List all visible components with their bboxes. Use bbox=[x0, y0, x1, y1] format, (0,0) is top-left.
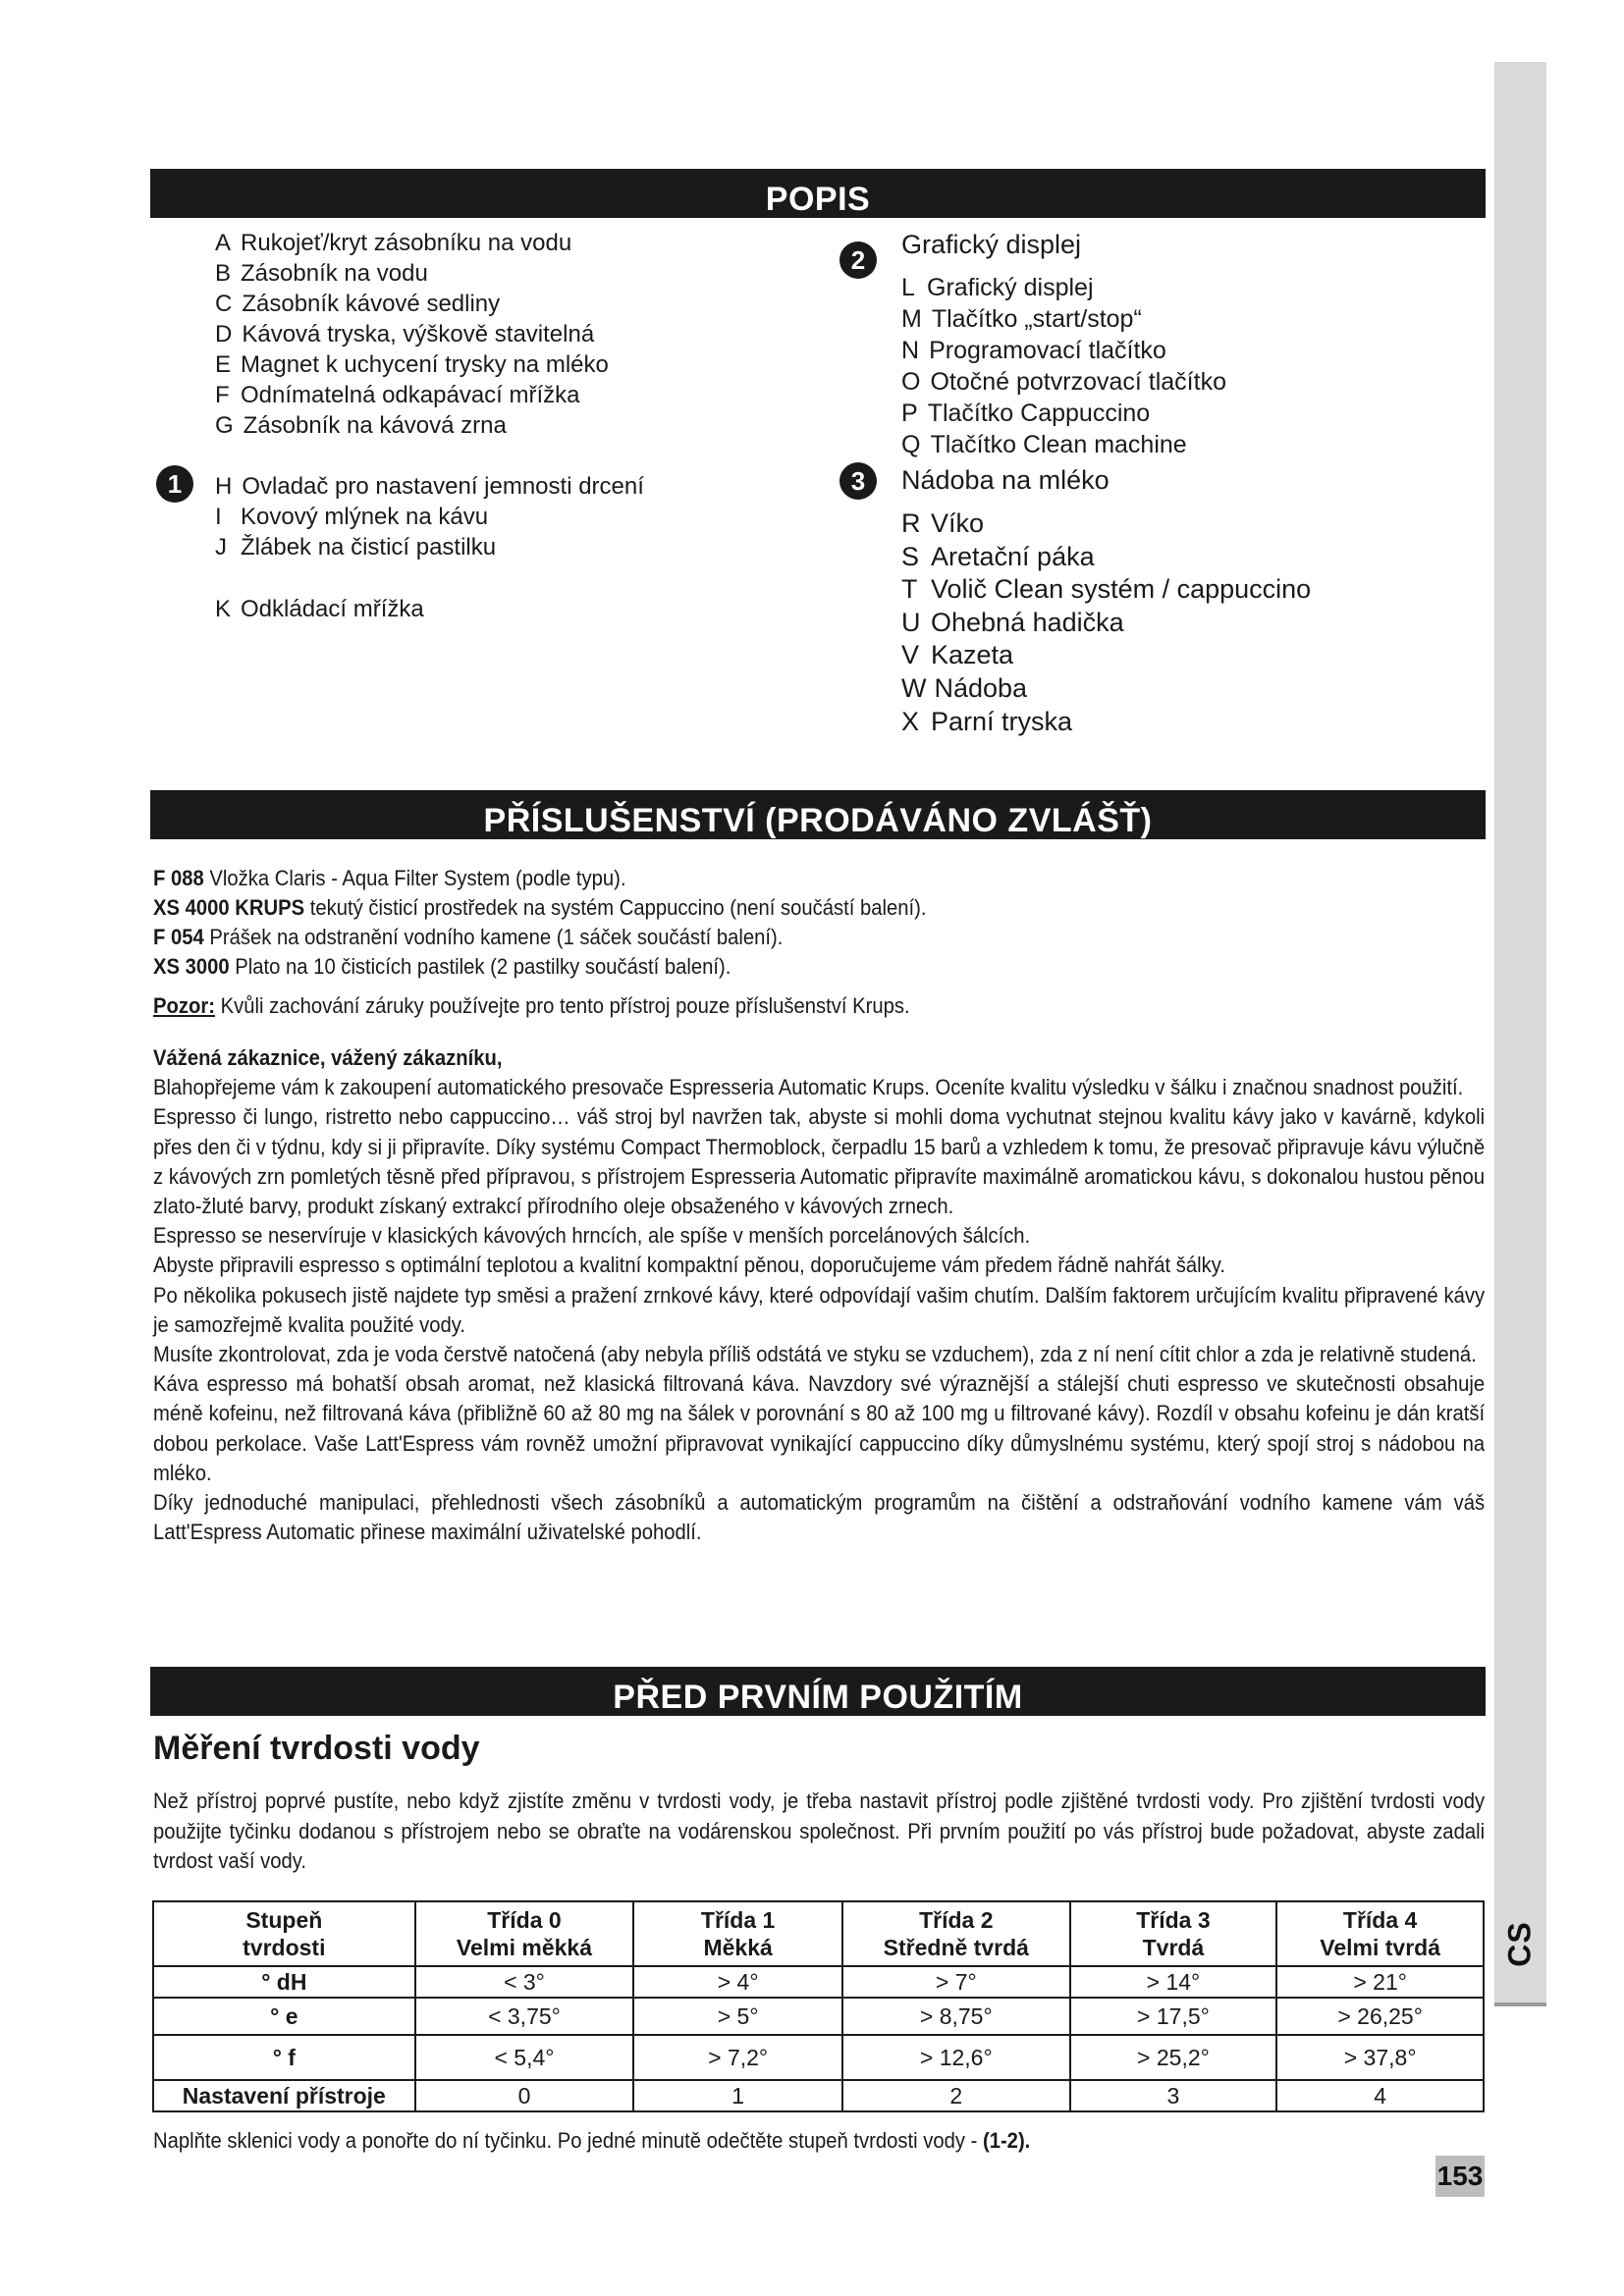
item-key: W bbox=[901, 672, 927, 703]
popis-title: POPIS bbox=[765, 181, 871, 218]
letter-paragraph: Po několika pokusech jistě najdete typ směsi a pražení zrnkové kávy, které odpovídají vašim chutím. Dalším faktorem určujícím kvalitu připravené kávy je samozřejmě kvalita použité vody. bbox=[153, 1282, 1486, 1337]
customer-letter bbox=[153, 1043, 1485, 1547]
item-text: Programovací tlačítko bbox=[929, 337, 1166, 364]
item-key: U bbox=[901, 607, 921, 637]
accessory-code: XS 3000 bbox=[153, 954, 230, 979]
item-text: Ohebná hadička bbox=[931, 607, 1124, 637]
table-header-cell bbox=[153, 1901, 415, 1966]
table-cell: > 17,5° bbox=[1070, 1998, 1277, 2035]
popis-group3-list bbox=[901, 507, 1311, 738]
warranty-note bbox=[153, 991, 1379, 1021]
side-language-tab bbox=[1494, 62, 1546, 2005]
table-cell: > 37,8° bbox=[1276, 2035, 1484, 2080]
item-key: C bbox=[215, 291, 233, 317]
list-item bbox=[901, 607, 1311, 640]
table-cell: > 21° bbox=[1276, 1966, 1484, 1998]
list-item bbox=[901, 706, 1311, 739]
item-text: Odkládací mřížka bbox=[241, 596, 424, 622]
item-text: Odnímatelná odkapávací mřížka bbox=[241, 382, 580, 408]
list-item bbox=[215, 228, 609, 258]
table-cell: ° f bbox=[153, 2035, 415, 2080]
popis-group2-list bbox=[901, 272, 1226, 460]
item-key: N bbox=[901, 337, 920, 364]
list-item bbox=[901, 366, 1226, 398]
item-text: Kazeta bbox=[931, 640, 1014, 670]
table-cell: > 7° bbox=[842, 1966, 1070, 1998]
table-cell: 3 bbox=[1070, 2080, 1277, 2111]
item-key: M bbox=[901, 305, 922, 333]
item-key: A bbox=[215, 230, 232, 256]
header-line: Měkká bbox=[703, 1935, 773, 1960]
accessory-text: Prášek na odstranění vodního kamene (1 sáček součástí balení). bbox=[209, 925, 784, 949]
letter-paragraph: Abyste připravili espresso s optimální teplotou a kvalitní kompaktní pěnou, doporučujeme vám předem řádně nahřát šálky. bbox=[153, 1253, 1226, 1278]
note-label: Pozor: bbox=[153, 993, 215, 1018]
table-cell: > 7,2° bbox=[633, 2035, 842, 2080]
list-item bbox=[901, 272, 1226, 303]
accessory-code: XS 4000 KRUPS bbox=[153, 895, 305, 920]
accessory-text: tekutý čisticí prostředek na systém Cappuccino (není součástí balení). bbox=[309, 895, 927, 920]
accessory-code: F 054 bbox=[153, 925, 204, 949]
item-text: Tlačítko Cappuccino bbox=[927, 400, 1151, 427]
accessory-text: Plato na 10 čisticích pastilek (2 pastilky součástí balení). bbox=[235, 954, 731, 979]
list-item bbox=[215, 258, 609, 289]
intro-paragraph: Než přístroj poprvé pustíte, nebo když zjistíte změnu v tvrdosti vody, je třeba nastavit přístroj podle zjištěné tvrdosti vody. Pro zjištění tvrdosti vody použijte tyčinku dodanou s přístrojem nebo se obraťte na vodárenskou společnost. Při prvním použití po vás přístroj bude požadovat, abyste zadali tvrdost vaší vody. bbox=[153, 1789, 1486, 1873]
item-key: B bbox=[215, 260, 232, 287]
table-header-cell bbox=[415, 1901, 634, 1966]
accessory-code: F 088 bbox=[153, 866, 204, 890]
letter-greeting: Vážená zákaznice, vážený zákazníku, bbox=[153, 1045, 503, 1070]
item-key: V bbox=[901, 640, 920, 670]
item-key: L bbox=[901, 274, 915, 301]
side-tab-edge bbox=[1494, 2002, 1546, 2006]
table-cell: ° e bbox=[153, 1998, 415, 2035]
item-text: Zásobník na vodu bbox=[241, 260, 428, 287]
header-line: Třída 0 bbox=[487, 1907, 562, 1933]
table-cell: < 3,75° bbox=[415, 1998, 634, 2035]
header-line: Stupeň bbox=[245, 1907, 323, 1933]
item-key: D bbox=[215, 321, 233, 347]
popis-item-k bbox=[215, 594, 424, 624]
water-hardness-table bbox=[152, 1900, 1485, 2112]
list-item bbox=[153, 923, 1379, 952]
water-hardness-heading: Měření tvrdosti vody bbox=[153, 1730, 480, 1767]
list-item bbox=[215, 349, 609, 380]
item-text: Tlačítko Clean machine bbox=[930, 431, 1187, 458]
item-key: O bbox=[901, 368, 921, 396]
list-item bbox=[153, 952, 1379, 982]
language-code bbox=[1494, 1904, 1546, 1983]
section-badge-2: 2 bbox=[839, 241, 877, 279]
header-line: Velmi tvrdá bbox=[1320, 1935, 1440, 1960]
table-cell: 4 bbox=[1276, 2080, 1484, 2111]
list-item bbox=[215, 532, 644, 562]
item-text: Kovový mlýnek na kávu bbox=[241, 504, 489, 530]
list-item bbox=[901, 573, 1311, 607]
list-item bbox=[901, 398, 1226, 429]
table-row bbox=[153, 2080, 1484, 2111]
letter-paragraph: Musíte zkontrolovat, zda je voda čerstvě natočená (aby nebyla příliš odstátá ve styku se vzduchem), zda z ní není cítit chlor a zda je relativně studená. bbox=[153, 1342, 1477, 1367]
before-first-use-header bbox=[150, 1667, 1486, 1716]
item-text: Volič Clean systém / cappuccino bbox=[931, 574, 1312, 605]
header-line: tvrdosti bbox=[243, 1935, 326, 1960]
header-line: Třída 2 bbox=[919, 1907, 994, 1933]
table-header-row bbox=[153, 1901, 1484, 1966]
item-text: Zásobník kávové sedliny bbox=[242, 291, 501, 317]
table-cell: 1 bbox=[633, 2080, 842, 2111]
before-first-use-title: PŘED PRVNÍM POUŽITÍM bbox=[613, 1679, 1023, 1716]
list-item bbox=[153, 893, 1379, 923]
note-text: Kvůli zachování záruky používejte pro tento přístroj pouze příslušenství Krups. bbox=[220, 993, 910, 1018]
table-cell: < 3° bbox=[415, 1966, 634, 1998]
item-text: Tlačítko „start/stop“ bbox=[931, 305, 1142, 333]
item-key: J bbox=[215, 534, 227, 561]
item-text: Aretační páka bbox=[931, 541, 1095, 571]
item-key: T bbox=[901, 574, 918, 605]
item-key: P bbox=[901, 400, 918, 427]
list-item bbox=[901, 429, 1226, 460]
item-key: F bbox=[215, 382, 230, 408]
accessories-section-header bbox=[150, 790, 1486, 839]
accessories-list bbox=[153, 864, 1379, 1021]
item-text: Kávová tryska, výškově stavitelná bbox=[242, 321, 595, 347]
letter-paragraph: Blahopřejeme vám k zakoupení automatického presovače Espresseria Automatic Krups. Oceníte kvalitu výsledku v šálku i značnou snadnost použití. bbox=[153, 1075, 1464, 1100]
item-text: Otočné potvrzovací tlačítko bbox=[930, 368, 1226, 396]
header-line: Třída 3 bbox=[1136, 1907, 1211, 1933]
table-cell: > 8,75° bbox=[842, 1998, 1070, 2035]
table-row bbox=[153, 2035, 1484, 2080]
section-badge-3: 3 bbox=[839, 462, 877, 500]
accessory-text: Vložka Claris - Aqua Filter System (podle typu). bbox=[209, 866, 626, 890]
list-item bbox=[215, 471, 644, 502]
item-text: Zásobník na kávová zrna bbox=[243, 412, 507, 439]
table-cell: > 5° bbox=[633, 1998, 842, 2035]
list-item bbox=[901, 541, 1311, 574]
page-number: 153 bbox=[1435, 2156, 1485, 2197]
item-text: Víko bbox=[931, 508, 985, 538]
table-header-cell bbox=[1070, 1901, 1277, 1966]
table-cell: > 12,6° bbox=[842, 2035, 1070, 2080]
list-item bbox=[901, 507, 1311, 541]
item-key: X bbox=[901, 706, 920, 736]
item-text: Žlábek na čisticí pastilku bbox=[241, 534, 497, 561]
item-key: K bbox=[215, 596, 232, 622]
table-cell: ° dH bbox=[153, 1966, 415, 1998]
instruction-text: Naplňte sklenici vody a ponořte do ní tyčinku. Po jedné minutě odečtěte stupeň tvrdosti vody - bbox=[153, 2128, 983, 2153]
list-item bbox=[901, 639, 1311, 672]
list-item bbox=[901, 672, 1311, 706]
figure-reference: (1-2). bbox=[982, 2128, 1031, 2153]
table-cell: < 5,4° bbox=[415, 2035, 634, 2080]
group2-title: Grafický displej bbox=[901, 230, 1082, 259]
table-cell: > 4° bbox=[633, 1966, 842, 1998]
table-cell: 2 bbox=[842, 2080, 1070, 2111]
table-cell: > 25,2° bbox=[1070, 2035, 1277, 2080]
item-text: Rukojeť/kryt zásobníku na vodu bbox=[241, 230, 572, 256]
item-key: R bbox=[901, 508, 921, 538]
table-header-cell bbox=[842, 1901, 1070, 1966]
header-line: Třída 1 bbox=[700, 1907, 776, 1933]
header-line: Tvrdá bbox=[1142, 1935, 1205, 1960]
table-cell: > 14° bbox=[1070, 1966, 1277, 1998]
list-item bbox=[215, 380, 609, 410]
header-line: Třída 4 bbox=[1342, 1907, 1418, 1933]
list-item bbox=[215, 502, 644, 532]
list-item bbox=[215, 289, 609, 319]
table-row bbox=[153, 1998, 1484, 2035]
item-key: Q bbox=[901, 431, 921, 458]
list-item bbox=[153, 864, 1379, 893]
test-strip-instruction bbox=[153, 2128, 1030, 2154]
item-key: E bbox=[215, 351, 232, 378]
section-badge-1: 1 bbox=[156, 465, 193, 503]
table-header-cell bbox=[633, 1901, 842, 1966]
water-hardness-intro bbox=[153, 1787, 1485, 1877]
letter-paragraph: Díky jednoduché manipulaci, přehlednosti všech zásobníků a automatickým programům na čištění a odstraňování vodního kamene vám váš Latt'Espress Automatic přinese maximální uživatelské pohodlí. bbox=[153, 1490, 1486, 1545]
table-header-cell bbox=[1276, 1901, 1484, 1966]
table-cell: 0 bbox=[415, 2080, 634, 2111]
group3-title: Nádoba na mléko bbox=[901, 465, 1110, 495]
accessories-title: PŘÍSLUŠENSTVÍ (PRODÁVÁNO ZVLÁŠŤ) bbox=[483, 802, 1153, 839]
item-key: S bbox=[901, 541, 920, 571]
list-item bbox=[215, 410, 609, 441]
item-text: Grafický displej bbox=[927, 274, 1094, 301]
list-item bbox=[901, 303, 1226, 335]
item-key: G bbox=[215, 412, 234, 439]
item-text: Ovladač pro nastavení jemnosti drcení bbox=[242, 473, 644, 500]
table-row bbox=[153, 1966, 1484, 1998]
table-cell: Nastavení přístroje bbox=[153, 2080, 415, 2111]
letter-paragraph: Espresso či lungo, ristretto nebo cappuccino… váš stroj byl navržen tak, abyste si mohli doma vychutnat stejnou kvalitu kávy jako v kavárně, kdykoli přes den či v týdnu, kdy si ji připravíte. Díky systému Compact Thermoblock, čerpadlu 15 barů a vzhledem k tomu, že presovač připravuje kávu výlučně z kávových zrn pomletých těsně před přípravou, s přístrojem Espresseria Automatic připravíte maximálně aromatickou kávu, s dokonalou hustou pěnou zlato-žluté barvy, produkt získaný extrakcí přírodního oleje obsaženého v kávových zrnech. bbox=[153, 1104, 1486, 1219]
item-key: I bbox=[215, 504, 222, 530]
list-item bbox=[215, 594, 424, 624]
popis-section-header bbox=[150, 169, 1486, 218]
item-text: Parní tryska bbox=[931, 706, 1073, 736]
letter-paragraph: Káva espresso má bohatší obsah aromat, než klasická filtrovaná káva. Navzdory své výraznější a stálejší chuti espresso ve skutečnosti obsahuje méně kofeinu, než filtrovaná káva (přibližně 60 až 80 mg na šálek v porovnání s 80 až 100 mg u filtrované kávy). Rozdíl v obsahu kofeinu je dán kratší dobou perkolace. Vaše Latt'Espress vám rovněž umožní připravovat vynikající cappuccino díky důmyslnému systému, který spojí stroj s nádobou na mléko. bbox=[153, 1371, 1486, 1485]
item-key: H bbox=[215, 473, 233, 500]
list-item bbox=[901, 335, 1226, 366]
table-cell: > 26,25° bbox=[1276, 1998, 1484, 2035]
letter-paragraph: Espresso se neservíruje v klasických kávových hrncích, ale spíše v menších porcelánových šálcích. bbox=[153, 1223, 1031, 1249]
list-item bbox=[215, 319, 609, 349]
popis-group1-list bbox=[215, 228, 609, 441]
language-code-label: CS bbox=[1501, 1920, 1538, 1967]
item-text: Nádoba bbox=[934, 672, 1028, 703]
popis-group1b-list bbox=[215, 471, 644, 562]
header-line: Velmi měkká bbox=[456, 1935, 593, 1960]
header-line: Středně tvrdá bbox=[883, 1935, 1029, 1960]
item-text: Magnet k uchycení trysky na mléko bbox=[241, 351, 609, 378]
